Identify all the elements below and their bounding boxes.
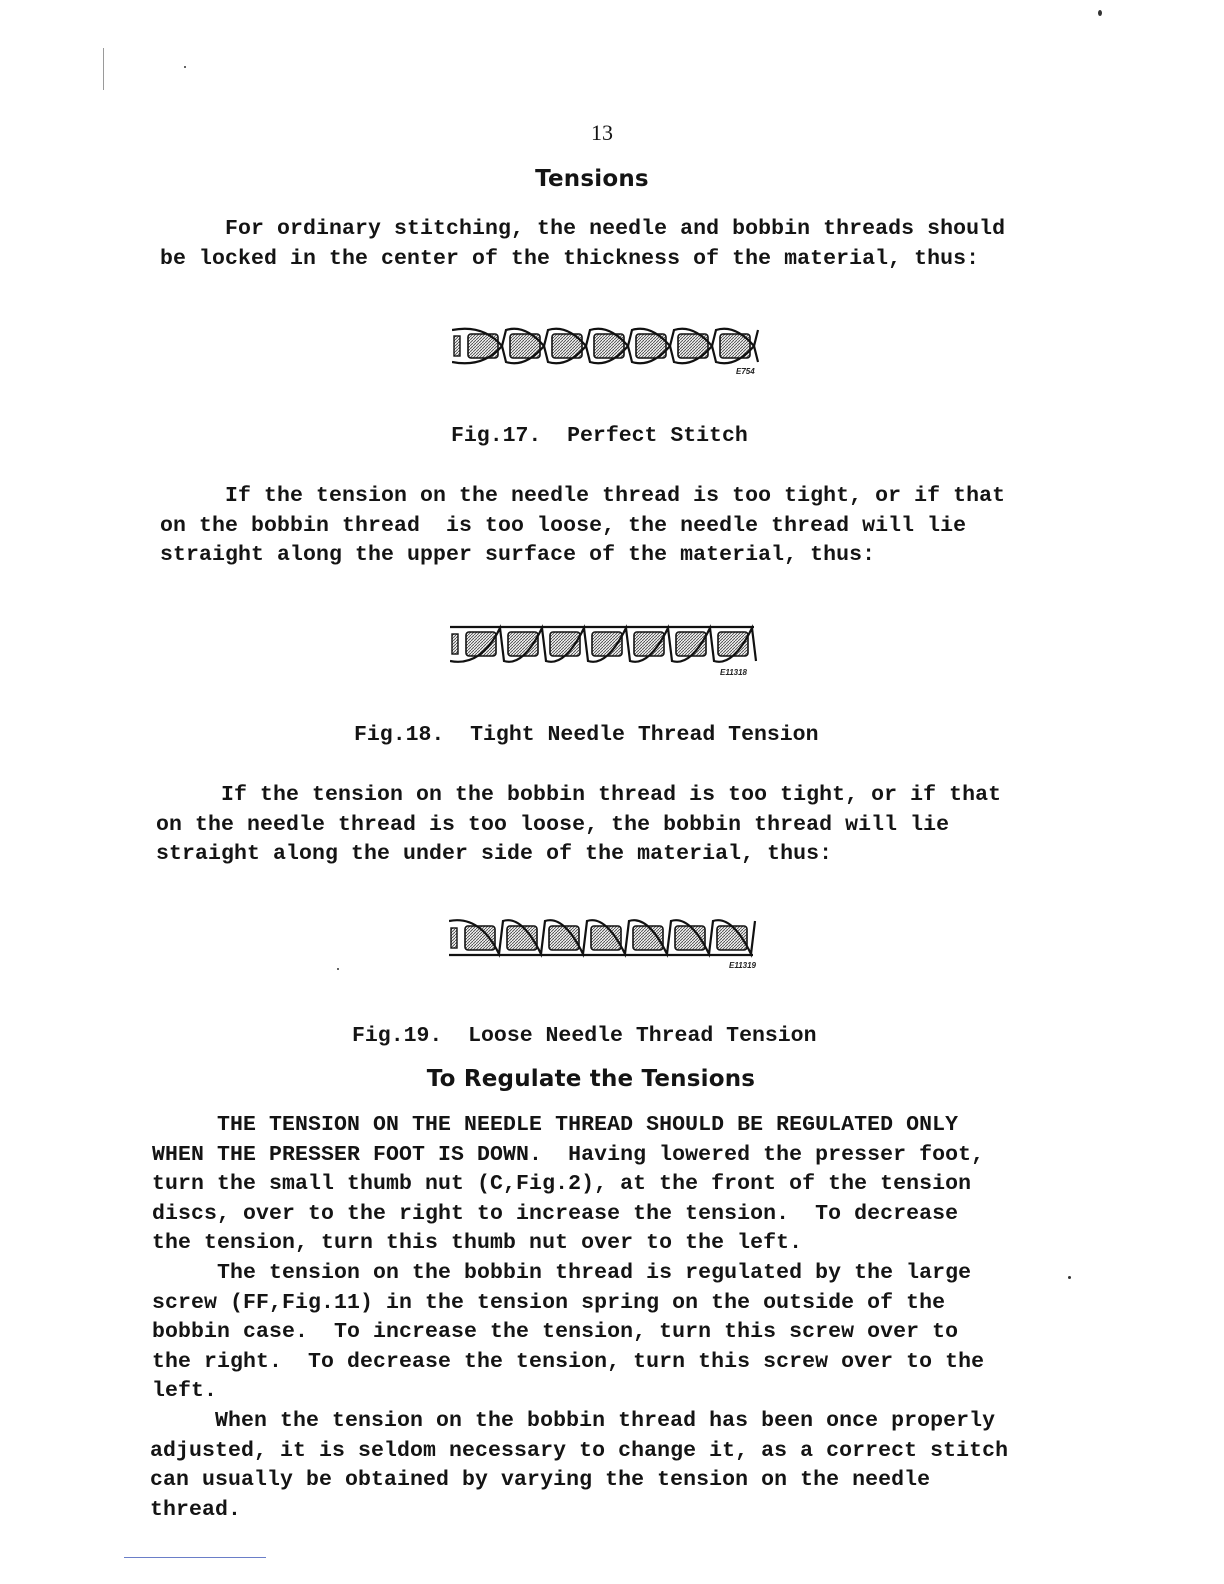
figure-code-19: E11319 [729, 961, 756, 970]
scan-speck [1098, 10, 1102, 16]
figure-perfect-stitch [452, 322, 768, 378]
figure-caption-17: Fig.17. Perfect Stitch [451, 424, 748, 448]
paragraph-tight-needle: If the tension on the needle thread is too tight, or if that on the bobbin thread is too loose, the needle thread will lie straight along the upper surface of the material, thus: [160, 484, 1006, 567]
scan-speck [1068, 1276, 1071, 1279]
figure-code-18: E11318 [720, 668, 747, 677]
margin-rule [103, 48, 104, 90]
page-number: 13 [591, 120, 613, 145]
paragraph-needle-regulation: THE TENSION ON THE NEEDLE THREAD SHOULD BE REGULATED ONLY WHEN THE PRESSER FOOT IS DOWN. Having lowered the presser foot, turn the small thumb nut (C,Fig.2), at the front of the tension discs, over to the right to increase the tension. To decrease the tension, turn this thumb nut over to the left. [152, 1113, 985, 1255]
paragraph-loose-needle: If the tension on the bobbin thread is too tight, or if that on the needle thread is too loose, the bobbin thread will lie straight along the under side of the material, thus: [156, 783, 1002, 866]
figure-loose-needle-tension [449, 914, 761, 970]
footnote-rule [124, 1557, 266, 1558]
paragraph-perfect-stitch: For ordinary stitching, the needle and bobbin threads should be locked in the center of the thickness of the material, thus: [160, 217, 1006, 271]
figure-caption-18: Fig.18. Tight Needle Thread Tension [354, 723, 819, 747]
paragraph-bobbin-regulation: The tension on the bobbin thread is regulated by the large screw (FF,Fig.11) in the tension spring on the outside of the bobbin case. To increase the tension, turn this screw over to the right. To decrease the tension, turn this screw over to the left. [152, 1261, 985, 1403]
scan-speck [184, 66, 186, 68]
figure-code-17: E754 [736, 367, 755, 376]
figure-caption-19: Fig.19. Loose Needle Thread Tension [352, 1024, 817, 1048]
paragraph-adjustment-note: When the tension on the bobbin thread has been once properly adjusted, it is seldom necessary to change it, as a correct stitch can usually be obtained by varying the tension on the needle thread. [150, 1409, 1009, 1522]
scan-speck [337, 968, 339, 970]
section-heading-regulate: To Regulate the Tensions [426, 1066, 756, 1092]
figure-tight-needle-tension [450, 620, 762, 676]
section-heading-tensions: Tensions [535, 166, 649, 192]
